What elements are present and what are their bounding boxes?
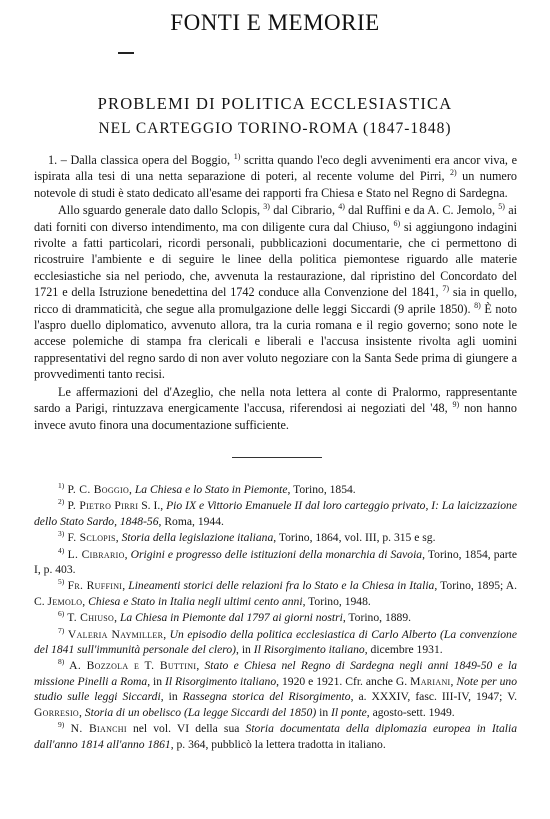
text-run: ,: [124, 547, 131, 561]
footnote-ref: 6): [58, 609, 65, 619]
footnote: [34, 627, 517, 658]
text-run: , in: [160, 690, 183, 704]
text-run: 1. – Dalla classica opera del Boggio,: [48, 153, 234, 167]
text-run: non hanno invece avuto finora una documentazione sufficiente.: [34, 401, 517, 432]
italic-title: Storia di un obelisco (La legge Siccardi del 1850): [84, 705, 317, 719]
text-run: È noto l'aspro duello diplomatico, avvenuto allora, tra la curia romana e il regio governo; sono note le accese polemiche di stampa fra clericali e liberali e l'accusa insistente rivolta agli uomini rappresentativi del regno sardo di non aver voluto negoziare con la Santa Sede prima di giungere a provvedimenti tanto recisi.: [34, 301, 517, 382]
author-name: A. Bozzola e T. Buttini: [64, 659, 197, 673]
text-run: , p. 364, pubblicò la lettera tradotta in italiano.: [170, 737, 386, 751]
footnote-ref: 2): [450, 168, 457, 178]
section-header: FONTI E MEMORIE: [170, 10, 380, 35]
header-ornament: [118, 52, 134, 60]
text-run: , Torino, 1864, vol. III, p. 315 e sg.: [273, 531, 436, 545]
author-name: F. Sclopis: [64, 531, 116, 545]
text-run: , Torino, 1854.: [287, 483, 356, 496]
footnote-ref: 7): [442, 284, 449, 294]
text-run: ,: [115, 531, 122, 545]
author-name: P. C. Boggio: [64, 483, 130, 496]
footnote-ref: 4): [338, 202, 345, 212]
italic-title: Origini e progresso delle istituzioni della monarchia di Savoia: [130, 547, 423, 561]
italic-title: Il Risorgimento italiano: [165, 674, 277, 688]
footnote-ref: 1): [58, 481, 65, 491]
italic-title: Note per uno studio sulle leggi Siccardi: [34, 674, 518, 704]
footnote: [34, 482, 517, 497]
text-run: , in: [147, 674, 166, 688]
italic-title: La Chiesa in Piemonte dal 1797 ai giorni nostri: [119, 611, 343, 625]
footnote-ref: 6): [393, 218, 401, 228]
italic-title: Un episodio della politica ecclesiastica di Carlo Alberto (La convenzione del 1841 sull'immunità personale del clero): [34, 627, 517, 657]
footnote-ref: 5): [58, 577, 65, 587]
body-paragraph: [34, 202, 517, 382]
italic-title: Stato e Chiesa nel Regno di Sardegna negli anni 1849-50 e la missione Pinelli a Roma: [34, 659, 518, 688]
italic-title: Lineamenti storici delle relazioni fra lo Stato e la Chiesa in Italia: [128, 579, 435, 593]
footnote-ref: 7): [58, 625, 65, 635]
footnote: [34, 547, 517, 578]
author-name: L. Cibrario: [64, 547, 125, 561]
footnote-ref: 8): [474, 300, 481, 310]
text-run: Le affermazioni del d'Azeglio, che nella nota lettera al conte di Pralormo, rappresentante sardo a Parigi, rintuzzava energicamente l'accusa, riferendosi ai negoziati del '48,: [34, 384, 517, 416]
text-run: ,: [129, 483, 135, 496]
italic-title: Il Risorgimento italiano: [253, 643, 365, 657]
text-run: un numero notevole di studi è stato dedicato all'esame dei rapporti fra Chiesa e Stato nel Regno di Sardegna.: [34, 169, 517, 200]
author-name: N. Bianchi: [64, 722, 127, 736]
text-run: ,: [79, 705, 85, 719]
text-run: scritta quando l'eco degli avvenimenti era ancor viva, e ispirata alla tesi di una netta separazione di poteri, al recente volume del Pirri,: [34, 153, 517, 184]
author-name: Gorresio: [34, 705, 79, 719]
italic-title: Storia della legislazione italiana: [121, 531, 274, 545]
footnote-divider: [232, 457, 322, 458]
footnote-ref: 3): [58, 529, 65, 539]
text-run: Allo sguardo generale dato dallo Sclopis,: [58, 203, 264, 218]
footnote: [34, 610, 517, 625]
text-run: ,: [122, 579, 129, 593]
text-run: , a. XXXIV, fasc. III-IV, 1947; V.: [350, 690, 517, 704]
body-paragraph: [34, 384, 517, 433]
text-run: dal Cibrario,: [269, 203, 339, 218]
text-run: sia in quello, ricco di drammaticità, che segue alla promulgazione delle leggi Siccardi (9 aprile 1850).: [34, 285, 517, 316]
text-run: , 1920 e 1921. Cfr. anche G.: [276, 674, 411, 688]
text-run: , agosto-sett. 1949.: [366, 705, 455, 719]
text-run: , Roma, 1944.: [158, 514, 224, 528]
footnote: [34, 658, 517, 720]
footnote-ref: 8): [58, 657, 65, 667]
text-run: si aggiungono indagini rivolte a fatti particolari, ricordi personali, pubblicazioni documentarie, che ci permettono di ricostruire l'ambiente e di seguire le linee della politica piemontese riguardo alle materie ecclesiastiche sia nel periodo, che, avvenuta la restaurazione, dal ripristino del Concordato del 1721 e della Istruzione benedettina del 1742 conduce alla Convenzione del 1841,: [34, 219, 517, 300]
footnote-ref: 5): [498, 202, 505, 212]
text-run: ,: [114, 611, 120, 625]
text-run: ,: [163, 627, 170, 641]
author-name: T. Chiuso: [64, 611, 115, 625]
body-paragraph: [34, 152, 517, 201]
footnote: [34, 721, 517, 752]
article-body: [34, 152, 517, 434]
italic-title: Il ponte: [331, 705, 367, 719]
text-run: , Torino, 1895; A. C.: [34, 579, 518, 608]
footnote: [34, 578, 517, 609]
text-run: , dicembre 1931.: [364, 643, 443, 657]
author-name: P. Pietro Pirri: [64, 499, 139, 513]
text-run: S. I.,: [138, 499, 167, 513]
article-title: PROBLEMI DI POLITICA ECCLESIASTICA: [97, 94, 453, 113]
italic-title: Pio IX e Vittorio Emanuele II dal loro carteggio privato, I: La laicizzazione dello Stato Sardo, 1848-56: [34, 499, 517, 528]
author-name: Mariani: [410, 674, 451, 688]
author-name: Jemolo: [47, 594, 83, 608]
text-run: in: [316, 705, 332, 719]
text-run: ai dati forniti con diverso intendimento, ma con diligente cura dal Chiuso,: [34, 203, 518, 234]
italic-title: Storia documentata della diplomazia europea in Italia dall'anno 1814 all'anno 1861: [34, 722, 517, 751]
footnote-ref: 9): [452, 400, 460, 410]
text-run: dal Ruffini e da A. C. Jemolo,: [344, 203, 499, 218]
footnote-ref: 3): [263, 202, 270, 212]
italic-title: Rassegna storica del Risorgimento: [182, 690, 351, 704]
author-name: Fr. Ruffini: [64, 579, 123, 593]
article-subtitle: NEL CARTEGGIO TORINO-ROMA (1847-1848): [98, 120, 452, 137]
footnote-ref: 1): [233, 151, 241, 161]
footnote-ref: 9): [58, 720, 65, 730]
italic-title: La Chiesa e lo Stato in Piemonte: [134, 483, 288, 496]
italic-title: Chiesa e Stato in Italia negli ultimi cento anni: [88, 594, 303, 608]
author-name: Valeria Naymiller: [64, 627, 164, 641]
text-run: nel vol. VI della sua: [126, 722, 246, 736]
footnotes: [34, 482, 517, 753]
text-run: ,: [82, 594, 89, 608]
text-run: , Torino, 1948.: [302, 594, 371, 608]
text-run: , Torino, 1889.: [342, 611, 412, 625]
text-run: , in: [236, 643, 254, 657]
footnote: [34, 498, 517, 529]
text-run: , Torino, 1854, parte I, p. 403.: [34, 547, 517, 577]
footnote-ref: 4): [58, 545, 65, 555]
footnote: [34, 530, 517, 545]
text-run: ,: [450, 674, 457, 688]
text-run: ,: [196, 659, 205, 673]
footnote-ref: 2): [58, 497, 65, 507]
